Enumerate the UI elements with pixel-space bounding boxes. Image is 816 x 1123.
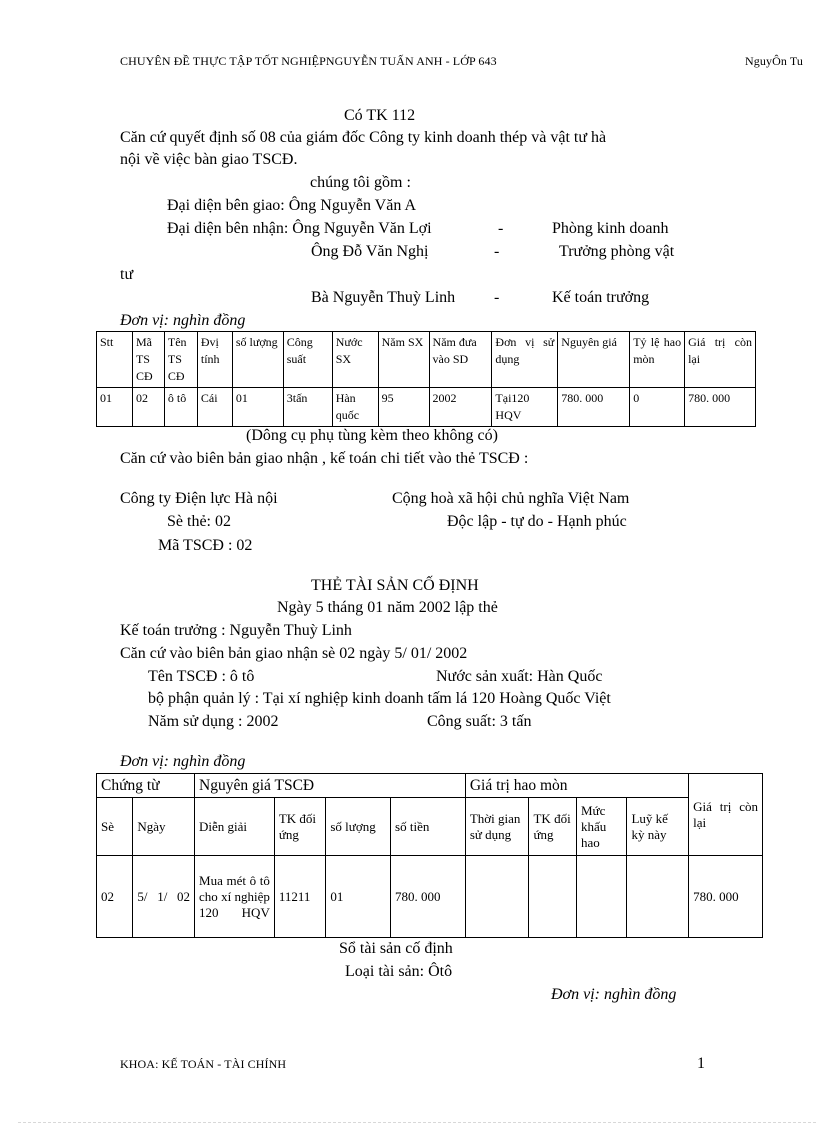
cell-remaining: 780. 000 bbox=[689, 856, 763, 938]
th-year-in-use: Năm đưa vào SD bbox=[429, 332, 492, 388]
th-remaining: Giá trị còn lại bbox=[689, 774, 763, 856]
th-depreciation-rate: Mức khấu hao bbox=[576, 798, 627, 856]
cell-asset-code: 02 bbox=[132, 388, 164, 427]
card-capacity: Công suất: 3 tấn bbox=[427, 713, 532, 730]
republic-title: Cộng hoà xã hội chủ nghĩa Việt Nam bbox=[392, 490, 630, 507]
th-capacity: Công suất bbox=[283, 332, 332, 388]
we-include: chúng tôi gồm : bbox=[310, 174, 411, 191]
th-quantity: số lượng bbox=[232, 332, 283, 388]
cell-year-in-use: 2002 bbox=[429, 388, 492, 427]
dept-sales: Phòng kinh doanh bbox=[552, 220, 669, 237]
cell-unit: Cái bbox=[197, 388, 232, 427]
th-voucher-no: Sè bbox=[97, 798, 133, 856]
asset-type: Loại tài sản: Ôtô bbox=[345, 963, 453, 980]
dash-2: - bbox=[494, 243, 500, 260]
cell-depreciation-rate: 0 bbox=[630, 388, 685, 427]
th-asset-name: Tên TS CĐ bbox=[164, 332, 197, 388]
table-header-row bbox=[97, 798, 763, 856]
person-linh: Bà Nguyễn Thuỳ Linh bbox=[311, 289, 456, 306]
cell-depreciation-rate bbox=[576, 856, 627, 938]
th-asset-code: Mã TS CĐ bbox=[132, 332, 164, 388]
cell-description: Mua mét ô tô cho xí nghiệp 120 HQV bbox=[195, 856, 275, 938]
th-voucher: Chứng từ bbox=[97, 774, 195, 798]
th-original-cost: Nguyên giá TSCĐ bbox=[195, 774, 466, 798]
dept-materials-cont: tư bbox=[120, 266, 134, 283]
th-accumulated: Luỹ kế kỳ này bbox=[627, 798, 689, 856]
card-country: Nước sản xuất: Hàn Quốc bbox=[436, 668, 603, 685]
company-name: Công ty Điện lực Hà nội bbox=[120, 490, 278, 507]
th-voucher-date: Ngày bbox=[133, 798, 195, 856]
th-depreciation: Giá trị hao mòn bbox=[465, 774, 688, 798]
table-group-header-row bbox=[97, 774, 763, 798]
unit-label-1: Đơn vị: nghìn đồng bbox=[120, 312, 246, 329]
cell-stt: 01 bbox=[97, 388, 133, 427]
ledger-title: Sổ tài sản cố định bbox=[339, 940, 453, 957]
dept-materials: Trưởng phòng vật bbox=[559, 243, 675, 260]
table-row bbox=[97, 388, 756, 427]
th-description: Diễn giải bbox=[195, 798, 275, 856]
cell-amount: 780. 000 bbox=[391, 856, 466, 938]
asset-card-table bbox=[96, 773, 763, 938]
cell-quantity: 01 bbox=[232, 388, 283, 427]
table-header-row bbox=[97, 332, 756, 388]
unit-label-2: Đơn vị: nghìn đồng bbox=[120, 753, 246, 770]
cell-cost: 780. 000 bbox=[558, 388, 630, 427]
th-useful-life: Thời gian sử dụng bbox=[465, 798, 529, 856]
th-user-unit: Đơn vị sử dụng bbox=[492, 332, 558, 388]
receiver-representative: Đại diện bên nhận: Ông Nguyễn Văn Lợi bbox=[167, 220, 432, 237]
unit-label-3: Đơn vị: nghìn đồng bbox=[551, 986, 677, 1003]
th-year-made: Năm SX bbox=[378, 332, 429, 388]
header-title: CHUYÊN ĐỀ THỰC TẬP TỐT NGHIỆPNGUYỄN TUẤN ANH - LỚP 643 bbox=[120, 54, 497, 68]
cell-user-unit: Tại120 HQV bbox=[492, 388, 558, 427]
card-year-used: Năm sử dụng : 2002 bbox=[148, 713, 279, 730]
th-cost: Nguyên giá bbox=[558, 332, 630, 388]
cell-remaining-value: 780. 000 bbox=[685, 388, 756, 427]
th-country: Nước SX bbox=[332, 332, 378, 388]
dash-1: - bbox=[498, 220, 504, 237]
cell-year-made: 95 bbox=[378, 388, 429, 427]
asset-handover-table bbox=[96, 331, 756, 427]
card-date: Ngày 5 tháng 01 năm 2002 lập thẻ bbox=[277, 599, 498, 616]
th-depreciation-rate: Tỷ lệ hao mòn bbox=[630, 332, 685, 388]
dept-chief-accountant: Kế toán trưởng bbox=[552, 289, 650, 306]
cell-asset-name: ô tô bbox=[164, 388, 197, 427]
table-row bbox=[97, 856, 763, 938]
decision-line-1: Căn cứ quyết định số 08 của giám đốc Công ty kinh doanh thép và vật tư hà bbox=[120, 129, 607, 146]
dash-3: - bbox=[494, 289, 500, 306]
person-nghi: Ông Đỗ Văn Nghị bbox=[311, 243, 429, 260]
cell-accumulated bbox=[627, 856, 689, 938]
footer-faculty: KHOA: KẾ TOÁN - TÀI CHÍNH bbox=[120, 1057, 287, 1071]
accessories-note: (Dông cụ phụ tùng kèm theo không có) bbox=[246, 427, 498, 444]
th-quantity: số lượng bbox=[326, 798, 391, 856]
cell-contra-account-2 bbox=[529, 856, 576, 938]
card-number: Sè thẻ: 02 bbox=[167, 513, 231, 530]
cell-voucher-date: 5/ 1/ 02 bbox=[133, 856, 195, 938]
credit-account: Có TK 112 bbox=[344, 107, 416, 124]
card-accountant: Kế toán trưởng : Nguyễn Thuỳ Linh bbox=[120, 622, 352, 639]
card-basis: Căn cứ vào biên bản giao nhận sè 02 ngày 5/ 01/ 2002 bbox=[120, 645, 468, 662]
header-author: NguyÔn Tu bbox=[745, 54, 803, 68]
national-motto: Độc lập - tự do - Hạnh phúc bbox=[447, 513, 627, 530]
cell-contra-account: 11211 bbox=[274, 856, 326, 938]
cell-country: Hàn quốc bbox=[332, 388, 378, 427]
th-stt: Stt bbox=[97, 332, 133, 388]
cell-capacity: 3tấn bbox=[283, 388, 332, 427]
th-unit: Đvị tính bbox=[197, 332, 232, 388]
card-title: THẺ TÀI SẢN CỐ ĐỊNH bbox=[311, 577, 479, 594]
th-amount: số tiền bbox=[391, 798, 466, 856]
th-contra-account-2: TK đối ứng bbox=[529, 798, 576, 856]
card-asset-name: Tên TSCĐ : ô tô bbox=[148, 668, 255, 685]
th-contra-account: TK đối ứng bbox=[274, 798, 326, 856]
giver-representative: Đại diện bên giao: Ông Nguyễn Văn A bbox=[167, 197, 416, 214]
card-entry-line: Căn cứ vào biên bản giao nhận , kế toán chi tiết vào thẻ TSCĐ : bbox=[120, 450, 529, 467]
asset-code: Mã TSCĐ : 02 bbox=[158, 537, 253, 554]
th-remaining-value: Giá trị còn lại bbox=[685, 332, 756, 388]
decision-line-2: nội về việc bàn giao TSCĐ. bbox=[120, 151, 298, 168]
page-number: 1 bbox=[697, 1055, 705, 1072]
card-management: bộ phận quản lý : Tại xí nghiệp kinh doanh tấm lá 120 Hoàng Quốc Việt bbox=[148, 690, 611, 707]
cell-quantity: 01 bbox=[326, 856, 391, 938]
cell-useful-life bbox=[465, 856, 529, 938]
cell-voucher-no: 02 bbox=[97, 856, 133, 938]
